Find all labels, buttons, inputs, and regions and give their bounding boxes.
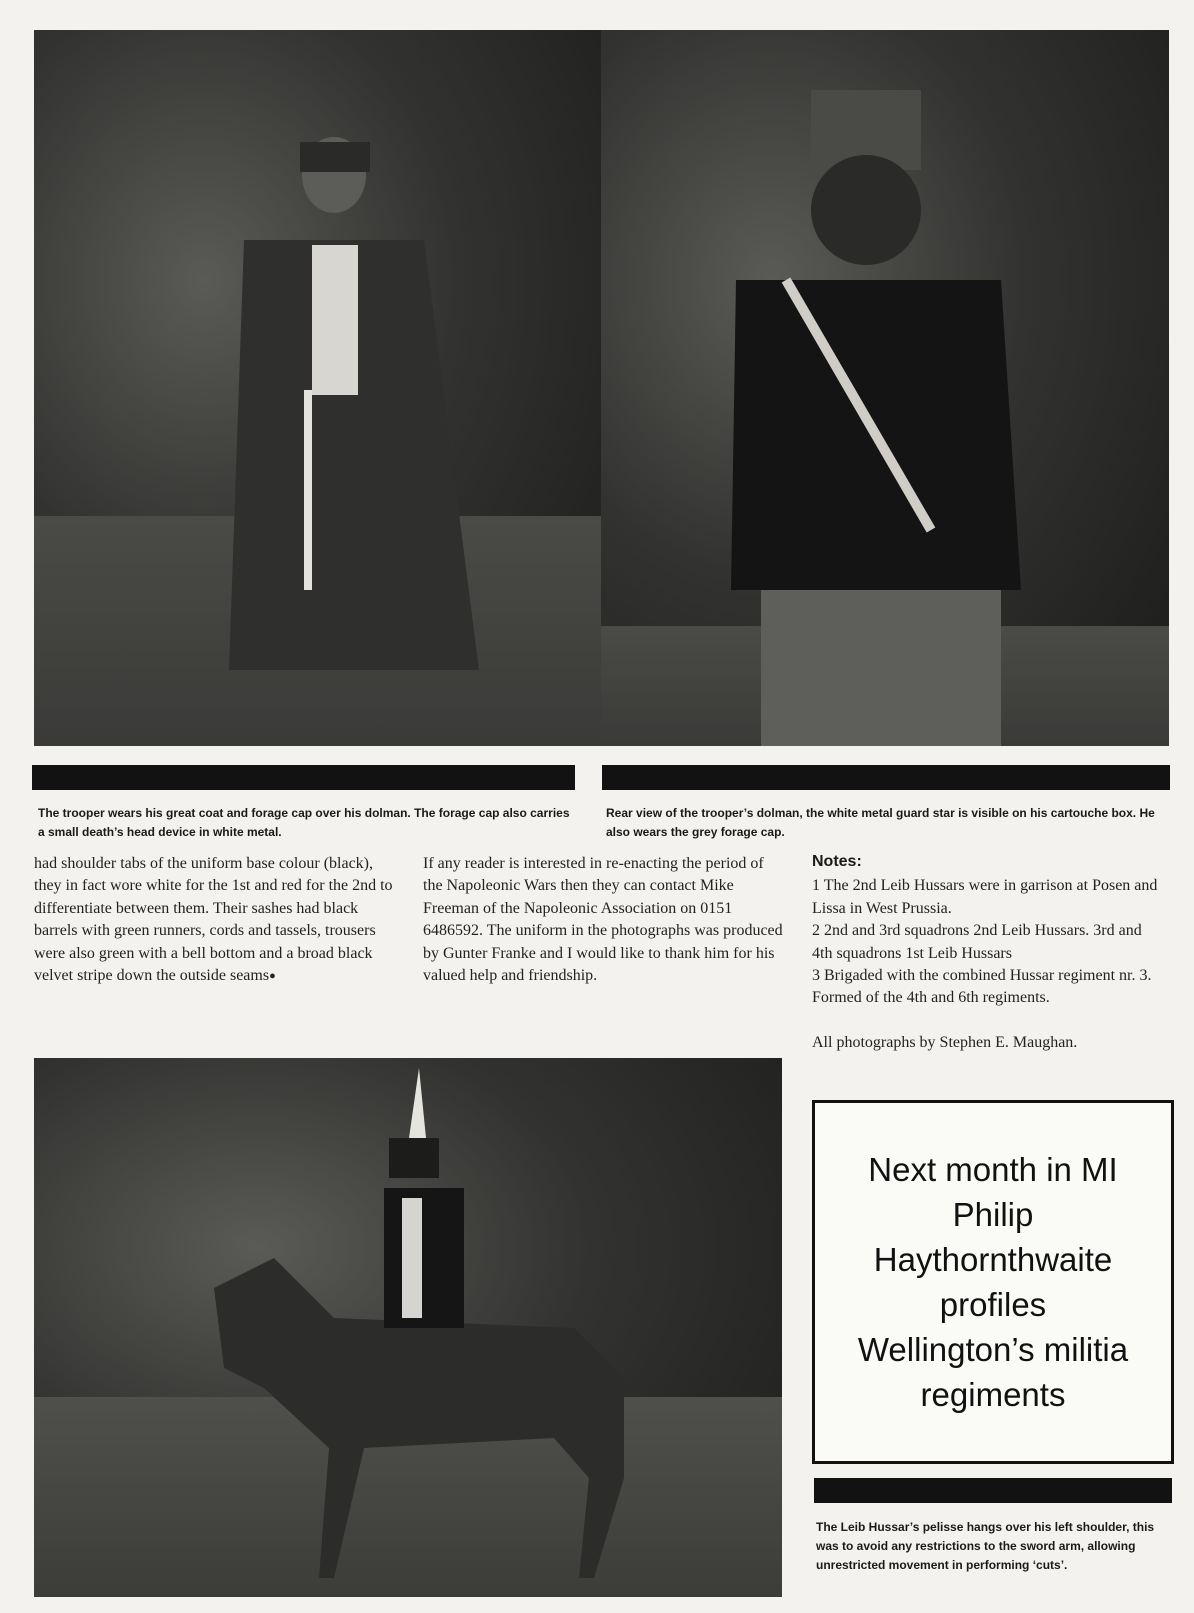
- article-column-1-text: had shoulder tabs of the uniform base colour (black), they in fact wore white for the 1st and red for the 2nd to differentiate between them. Their sashes had black barrels with green runners, cords and tassels, trousers were also green with a bell bottom and a broad black velvet stripe down the outside seams: [34, 855, 393, 985]
- promo-line-4: profiles: [939, 1286, 1047, 1323]
- article-column-2: [423, 853, 785, 987]
- next-month-promo-box: [812, 1100, 1174, 1464]
- promo-line-3: Haythornthwaite: [873, 1241, 1113, 1278]
- trooper-rear-silhouette-icon: [601, 30, 1169, 746]
- promo-line-6: regiments: [920, 1376, 1066, 1413]
- photo-mounted-hussar: [34, 1058, 782, 1597]
- article-column-1: [34, 853, 394, 988]
- promo-line-1: Next month in MI: [868, 1151, 1118, 1188]
- mounted-hussar-silhouette-icon: [34, 1058, 782, 1597]
- photo-trooper-rear-view: [601, 30, 1169, 746]
- note-item-3: 3 Brigaded with the combined Hussar regiment nr. 3. Formed of the 4th and 6th regiments.: [812, 967, 1152, 1007]
- promo-line-5: Wellington’s militia: [857, 1331, 1129, 1368]
- notes-section: [812, 851, 1164, 1054]
- end-mark-icon: ●: [269, 970, 276, 983]
- photo-caption-left: The trooper wears his great coat and forage cap over his dolman. The forage cap also carries a small death’s head device in white metal.: [38, 806, 570, 839]
- article-column-2-text: If any reader is interested in re-enacting the period of the Napoleonic Wars then they can contact Mike Freeman of the Napoleonic Association on 0151 6486592. The uniform in the photographs was produced by Gunter Franke and I would like to thank him for his valued help and friendship.: [423, 855, 783, 985]
- caption-bar-right: [602, 765, 1170, 790]
- photo-credit: All photographs by Stephen E. Maughan.: [812, 1033, 1078, 1051]
- note-item-2: 2 2nd and 3rd squadrons 2nd Leib Hussars. 3rd and 4th squadrons 1st Leib Hussars: [812, 922, 1142, 962]
- trooper-silhouette-icon: [34, 30, 601, 746]
- promo-text: [828, 1147, 1158, 1417]
- notes-heading: Notes:: [812, 853, 862, 870]
- caption-bar-left: [32, 765, 575, 790]
- photo-caption-bottom-right: The Leib Hussar’s pelisse hangs over his left shoulder, this was to avoid any restrictions to the sword arm, allowing unrestricted movement in performing ‘cuts’.: [816, 1520, 1155, 1572]
- promo-line-2: Philip: [952, 1196, 1034, 1233]
- photo-trooper-great-coat: [34, 30, 601, 746]
- photo-caption-right: Rear view of the trooper’s dolman, the white metal guard star is visible on his cartouche box. He also wears the grey forage cap.: [606, 806, 1155, 839]
- note-item-1: 1 The 2nd Leib Hussars were in garrison at Posen and Lissa in West Prussia.: [812, 877, 1158, 917]
- caption-bar-bottom-right: [814, 1478, 1172, 1503]
